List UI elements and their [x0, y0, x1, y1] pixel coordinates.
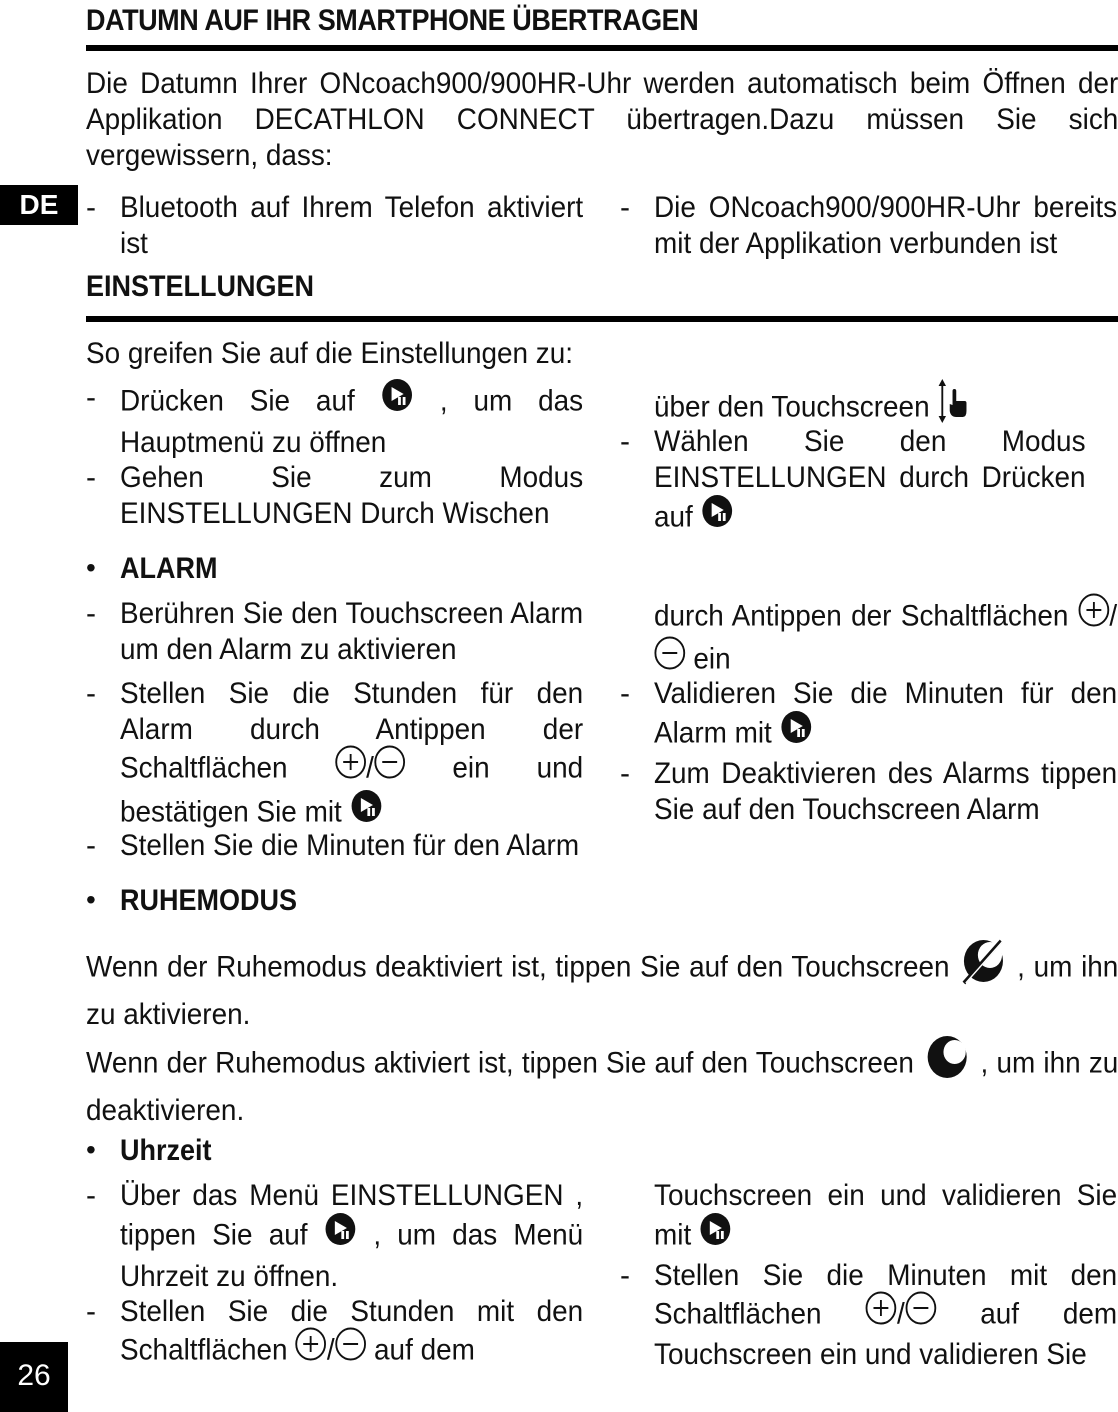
language-tab: DE — [0, 185, 78, 225]
plus-minus-slash: / — [366, 751, 374, 785]
alarm-step-2-text-a: Stellen Sie die Stunden für den Alarm durch Antippen der Schaltflächen — [120, 677, 584, 785]
list-dash: - — [620, 757, 630, 790]
time-step-1-text-a: Über das Menü EINSTELLUNGEN , tippen Sie auf — [120, 1179, 584, 1252]
plus-minus-slash: / — [1109, 599, 1118, 633]
settings-step-2: Gehen Sie zum Modus EINSTELLUNGEN Durch Wischen — [120, 461, 584, 530]
alarm-step-3-cont-text-b: ein — [693, 642, 731, 676]
page-title: DATUMN AUF IHR SMARTPHONE ÜBERTRAGEN — [86, 4, 699, 37]
time-heading: Uhrzeit — [120, 1134, 212, 1167]
moon-crossed-icon — [958, 937, 1008, 994]
alarm-step-2-text-b: ein und bestätigen Sie mit — [120, 751, 584, 829]
play-pause-button-icon — [701, 493, 734, 538]
list-dash: - — [86, 677, 96, 710]
play-pause-button-icon — [324, 1211, 357, 1256]
plus-circle-icon — [865, 1291, 897, 1334]
sleep-mode-paragraph-1 — [86, 940, 1118, 1033]
settings-step-1-text-b: , um das Hauptmenü zu öffnen — [120, 384, 584, 459]
sleep-mode-p2-text-a: Wenn der Ruhemodus aktiviert ist, tippen Sie auf den Touchscreen — [86, 1046, 914, 1080]
minus-circle-icon — [335, 1327, 367, 1370]
settings-step-2-cont-text: über den Touchscreen — [654, 390, 930, 424]
time-step-2-cont-text: Touchscreen ein und validieren Sie mit — [654, 1179, 1118, 1252]
bullet: • — [86, 552, 96, 583]
alarm-step-3: Stellen Sie die Minuten für den Alarm — [120, 829, 580, 862]
bullet: • — [86, 1134, 96, 1165]
settings-intro: So greifen Sie auf die Einstellungen zu: — [86, 337, 574, 370]
sleep-mode-p1-text-b: , um ihn zu aktivieren. — [86, 950, 1118, 1031]
list-dash: - — [86, 597, 96, 630]
requirement-connected: Die ONcoach900/900HR-Uhr bereits mit der Applikation verbunden ist — [654, 191, 1118, 260]
plus-circle-icon — [1078, 593, 1110, 636]
time-step-2-text-b: auf dem — [374, 1333, 475, 1367]
requirement-bluetooth: Bluetooth auf Ihrem Telefon aktiviert ist — [120, 191, 584, 260]
plus-minus-slash: / — [326, 1333, 335, 1367]
plus-minus-slash: / — [896, 1297, 905, 1331]
list-dash: - — [86, 829, 96, 862]
time-step-1-text-b: , um das Menü Uhrzeit zu öffnen. — [120, 1218, 584, 1293]
sleep-mode-p2-text-b: , um ihn zu deaktivieren. — [86, 1046, 1118, 1127]
time-step-1 — [120, 1178, 583, 1295]
alarm-heading: ALARM — [120, 552, 218, 585]
play-pause-button-icon — [699, 1211, 732, 1256]
title-rule — [86, 45, 1118, 51]
list-dash: - — [620, 1259, 630, 1292]
play-pause-button-icon — [381, 377, 414, 422]
settings-step-1 — [120, 380, 583, 461]
alarm-step-4-text: Validieren Sie die Minuten für den Alarm mit — [654, 677, 1118, 750]
alarm-step-5: Zum Deaktivieren des Alarms tippen Sie auf den Touchscreen Alarm — [654, 757, 1118, 826]
list-dash: - — [620, 191, 630, 224]
plus-circle-icon — [295, 1327, 327, 1370]
play-pause-button-icon — [780, 709, 813, 754]
alarm-step-4 — [654, 676, 1117, 757]
alarm-step-2 — [120, 676, 583, 836]
page-number: 26 — [0, 1342, 68, 1412]
transfer-intro: Die Datumn Ihrer ONcoach900/900HR-Uhr werden automatisch beim Öffnen der Applikation DECATHLON CONNECT übertragen.Dazu müssen Sie sich vergewissern, dass: — [86, 67, 1118, 172]
settings-step-3 — [654, 424, 1086, 541]
alarm-step-1: Berühren Sie den Touchscreen Alarm um den Alarm zu aktivieren — [120, 597, 584, 666]
time-step-2-text-a: Stellen Sie die Stunden mit den Schaltflächen — [120, 1295, 584, 1367]
sleep-mode-paragraph-2 — [86, 1036, 1118, 1129]
minus-circle-icon — [374, 745, 406, 788]
settings-rule — [86, 316, 1118, 322]
time-step-3-text-a: Stellen Sie die Minuten mit den Schaltflächen — [654, 1259, 1118, 1331]
time-step-2 — [120, 1294, 583, 1373]
plus-circle-icon — [334, 745, 366, 788]
settings-step-1-text-a: Drücken Sie auf — [120, 384, 355, 418]
moon-icon — [922, 1033, 972, 1090]
time-step-3-text-b: auf dem Touchscreen ein und validieren Sie — [654, 1297, 1118, 1371]
sleep-mode-p1-text-a: Wenn der Ruhemodus deaktiviert ist, tippen Sie auf den Touchscreen — [86, 950, 950, 984]
list-dash: - — [620, 677, 630, 710]
alarm-step-3-cont-text-a: durch Antippen der Schaltflächen — [654, 599, 1069, 633]
bullet: • — [86, 884, 96, 915]
list-dash: - — [86, 381, 96, 414]
time-step-3 — [654, 1258, 1117, 1373]
time-step-2-continued — [654, 1178, 1117, 1259]
list-dash: - — [86, 1295, 96, 1328]
settings-heading: EINSTELLUNGEN — [86, 270, 315, 303]
list-dash: - — [86, 191, 96, 224]
settings-step-3-text: Wählen Sie den Modus EINSTELLUNGEN durch Drücken auf — [654, 425, 1086, 534]
list-dash: - — [86, 1179, 96, 1212]
list-dash: - — [86, 461, 96, 494]
play-pause-button-icon — [350, 788, 383, 833]
sleep-mode-heading: RUHEMODUS — [120, 884, 298, 917]
minus-circle-icon — [905, 1291, 937, 1334]
list-dash: - — [620, 425, 630, 458]
minus-circle-icon — [654, 636, 686, 679]
alarm-step-3-continued — [654, 596, 1117, 682]
